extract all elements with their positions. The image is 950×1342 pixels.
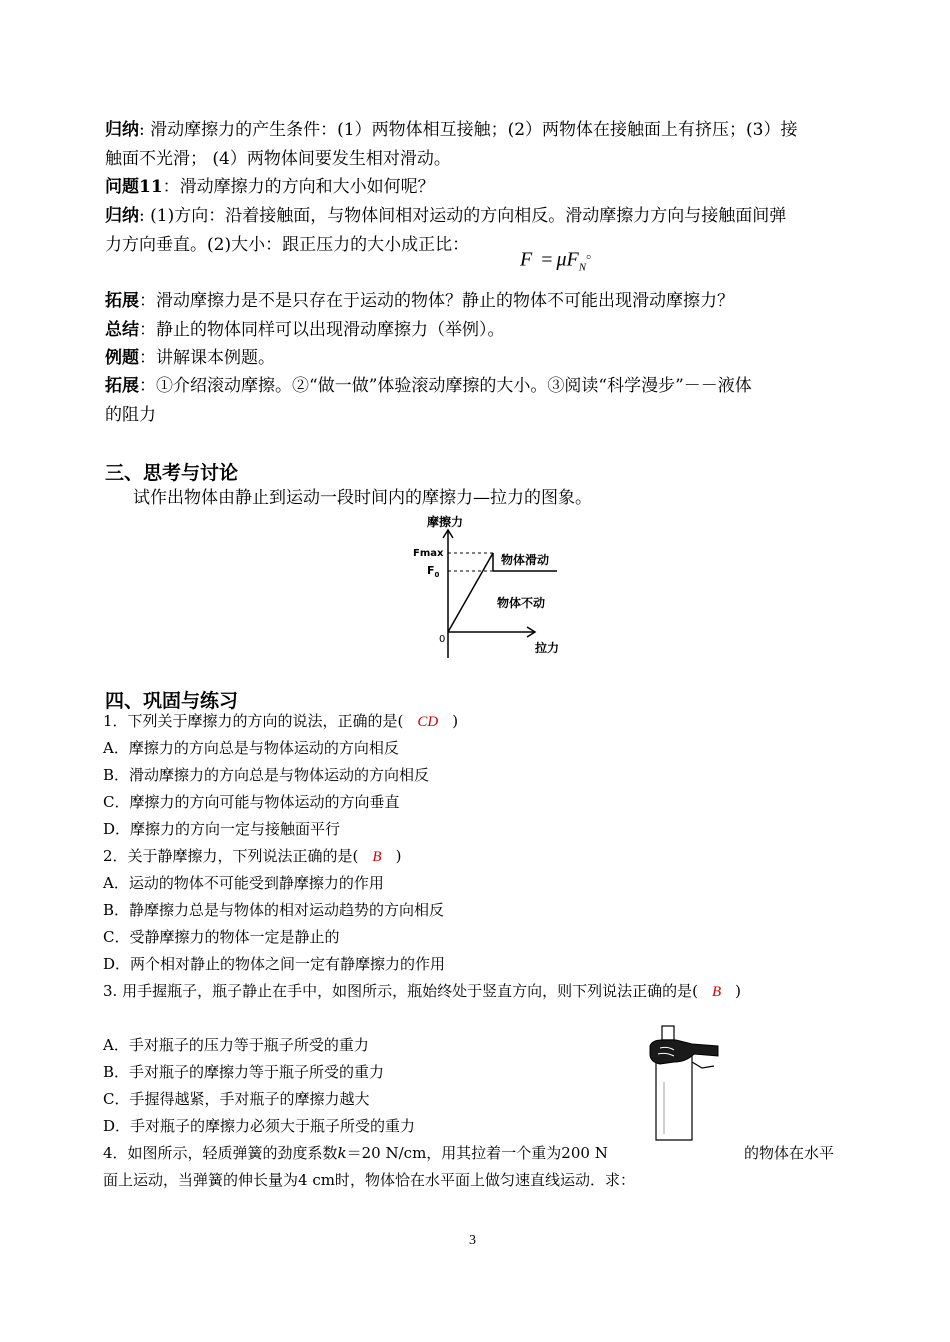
extension-question: 拓展：滑动摩擦力是不是只存在于运动的物体？静止的物体不可能出现滑动摩擦力？ [105, 291, 734, 311]
q3-option-c: C．手握得越紧，手对瓶子的摩擦力越大 [103, 1090, 370, 1108]
answer-q1: CD [417, 714, 439, 730]
static-friction-line [448, 553, 493, 632]
y-axis-label: 摩擦力 [427, 515, 464, 529]
conclusion: 总结：静止的物体同样可以出现滑动摩擦力（举例）。 [105, 320, 505, 340]
q1-option-b: B．滑动摩擦力的方向总是与物体运动的方向相反 [103, 766, 430, 784]
question-4-line2: 面上运动，当弹簧的伸长量为4 cm时，物体恰在水平面上做匀速直线运动．求： [103, 1171, 635, 1189]
bottle-neck [662, 1026, 674, 1040]
extension-rolling: 拓展：①介绍滚动摩擦。②“做一做”体验滚动摩擦的大小。③阅读“科学漫步”－－液体 [105, 376, 752, 396]
q3-option-b: B．手对瓶子的摩擦力等于瓶子所受的重力 [103, 1063, 385, 1081]
section-3-title: 三、思考与讨论 [105, 462, 239, 484]
question-3: 3. 用手握瓶子，瓶子静止在手中，如图所示，瓶始终处于竖直方向，则下列说法正确的是( B ) [103, 982, 741, 1000]
q1-option-d: D．摩擦力的方向一定与接触面平行 [103, 820, 341, 838]
origin-label: 0 [439, 634, 446, 645]
summary-conditions: 归纳: 滑动摩擦力的产生条件：(1）两物体相互接触；(2）两物体在接触面上有挤压；(3）接 [105, 120, 798, 140]
friction-formula: $F = \mu F_N^。$ [520, 247, 601, 274]
hand-shape [650, 1040, 718, 1064]
answer-q2: B [372, 849, 382, 865]
summary-magnitude: 力方向垂直。(2)大小：跟正压力的大小成正比： [105, 235, 470, 255]
q3-option-d: D．手对瓶子的摩擦力必须大于瓶子所受的重力 [103, 1117, 416, 1135]
summary-conditions-cont: 触面不光滑； (4）两物体间要发生相对滑动。 [105, 149, 451, 169]
q2-option-a: A．运动的物体不可能受到静摩擦力的作用 [103, 874, 384, 892]
summary-label: 归纳 [105, 120, 139, 140]
q2-option-d: D．两个相对静止的物体之间一定有静摩擦力的作用 [103, 955, 446, 973]
question-11: 问题11：滑动摩擦力的方向和大小如何呢？ [105, 177, 435, 197]
q2-option-b: B．静摩擦力总是与物体的相对运动趋势的方向相反 [103, 901, 445, 919]
answer-q3: B [711, 984, 722, 1000]
sliding-label: 物体滑动 [501, 553, 550, 567]
friction-pull-graph [405, 510, 575, 662]
question-4-tail: 的物体在水平 [744, 1144, 835, 1162]
fmax-label: Fmax [413, 548, 444, 559]
question-4: 4．如图所示，轻质弹簧的劲度系数k＝20 N/cm，用其拉着一个重为200 N [103, 1144, 608, 1162]
hand-bottle-illustration [640, 1022, 730, 1144]
static-label: 物体不动 [497, 596, 546, 610]
extension-rolling-cont: 的阻力 [105, 405, 156, 425]
q2-option-c: C．受静摩擦力的物体一定是静止的 [103, 928, 340, 946]
thumb-line [692, 1062, 714, 1068]
q3-option-a: A．手对瓶子的压力等于瓶子所受的重力 [103, 1036, 369, 1054]
section-4-title: 四、巩固与练习 [105, 690, 239, 712]
q1-option-a: A．摩擦力的方向总是与物体运动的方向相反 [103, 739, 399, 757]
page-number: 3 [469, 1233, 476, 1248]
example: 例题：讲解课本例题。 [105, 348, 275, 368]
question-1: 1．下列关于摩擦力的方向的说法，正确的是( CD ) [103, 712, 459, 730]
question-2: 2．关于静摩擦力，下列说法正确的是( B ) [103, 847, 402, 865]
f0-label: $F_0$ [427, 564, 440, 579]
section-3-text: 试作出物体由静止到运动一段时间内的摩擦力—拉力的图象。 [133, 488, 592, 508]
q1-option-c: C．摩擦力的方向可能与物体运动的方向垂直 [103, 793, 400, 811]
x-axis-label: 拉力 [535, 641, 560, 655]
summary-direction: 归纳: (1)方向：沿着接触面，与物体间相对运动的方向相反。滑动摩擦力方向与接触面间弹 [105, 206, 787, 226]
